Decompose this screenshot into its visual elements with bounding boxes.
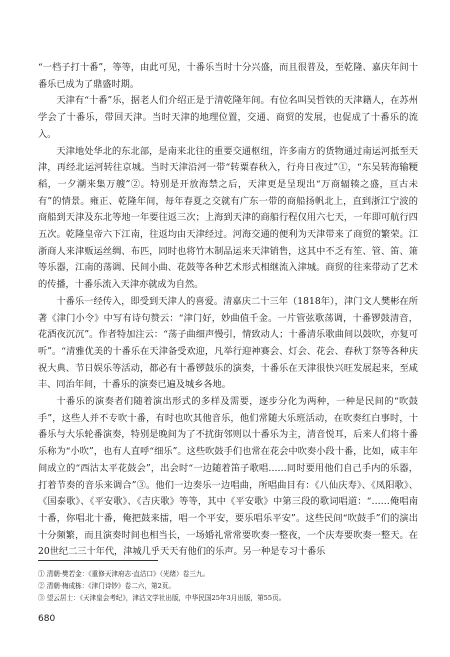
page-number: 680 [38,614,56,624]
footnote: ③ 望云居士：《天津皇会考纪》，津沽文学社出版，中华民国25年3月出版，第55页。 [38,594,286,602]
paragraph: 天津地处华北的东北部，是南来北往的重要交通枢纽，许多南方的货物通过南运河抵至天津，再经北运河转往京城。当时天津沿河一带“转粟春秋入，行舟日夜过”①，“东吴转海输粳稻，一夕潮来集万艘”②。特别是开放海禁之后，天津更是呈现出“万商辐辏之盛，亘古未有”的情景。雍正、乾隆年间，每年春夏之交就有广东一带的商船扬帆北上，直到浙江宁波的商船到天津及东北等地一年要往返三次；上海到天津的商船行程仅用六七天，一年即可航行四五次。乾隆皇帝六下江南，往返均由天津经过。河海交通的便利为天津带来了商贸的繁荣。江浙商人来津贩运丝绸、布匹，同时也将竹木制品运来天津销售，这其中不乏有笙、管、笛、箫等乐器，江南的荡调、民间小曲、花鼓等各种艺术形式相继流入津城。商贸的往来带动了艺术的传播，十番乐流入天津亦就成为自然。 [38,145,418,291]
paragraph: 十番乐的演奏者们随着演出形式的多样及需要，逐步分化为两种，一种是民间的“吹鼓手”，这些人并不专吹十番，有时也吹其他音乐，他们常随大乐班活动，在吹奏红白事时，十番乐与大乐轮番演奏，特别是晚间为了不扰街邻则以十番乐为主，清音悦耳，后来人们将十番乐称为“小吹”，也有人直呼“细乐”。这些吹鼓手们也常在花会中吹奏小段十番，比如，咸丰年间成立的“西沽太平花鼓会”，出会时“一边随着笛子歌唱……同时要用他们自己手内的乐器，打着节奏的音乐来调合”③。他们一边奏乐一边唱曲，所唱曲目有：《八仙庆寿》、《凤阳歌》、《国泰歌》、《平安歌》、《吉庆歌》等等，其中《平安歌》中第三段的歌词唱道：“……俺唱南十番，你唱北十番，俺把鼓来擂，唱一个平安，要乐唱乐平安”。这些民间“吹鼓手”们的演出十分频繁，而且演奏时间也相当长，一场婚礼常常要吹奏一整夜，一个庆寿要吹奏一整天。在20世纪二三十年代，津城几乎天天有他们的乐声。另一种是专习十番乐 [38,396,418,558]
paragraph: 十番乐一经传入，即受到天津人的喜爱。清嘉庆二十三年（1818年），津门文人樊彬在所著《津门小令》中写有诗句赞云：“津门好，妙曲值千金。一片管弦歌荡调，十番锣鼓清音，花酒夜沉沉”。作者特加注云：“荡子曲细声慢引，情致动人；十番清乐歌曲间以鼓吹，亦复可听”。“清雅优美的十番乐在天津备受欢迎，凡举行迎神赛会、灯会、花会、春秋丁祭等各种庆祝大典、节日娱乐等活动，都必有十番锣鼓乐的演奏，十番乐在天津很快兴旺发展起来，至咸丰、同治年间，十番乐的演奏已遍及城乡各地。 [38,295,418,391]
paragraph: “一档子打十番”，等等，由此可见，十番乐当时十分兴盛，而且很普及，至乾隆、嘉庆年间十番乐已成为了鼎盛时期。 [38,62,418,90]
footnote: ① 清朝·樊若金：《重修天津府志·直沽口》（光绪）卷三九。 [38,570,210,578]
paragraph: 天津有“十番”乐，据老人们介绍正是于清乾隆年间。有位名叫吴哲铁的天津籍人，在苏州学会了十番乐，带回天津。当时天津的地理位置，交通、商贸的发展，也促成了十番乐的流入。 [38,95,418,140]
body-text [38,60,418,561]
footnote: ② 清朝·梅成栋：《津门诗钞》卷二六，第2页。 [38,582,175,590]
footnotes [38,568,418,604]
footnote-divider [38,560,158,561]
